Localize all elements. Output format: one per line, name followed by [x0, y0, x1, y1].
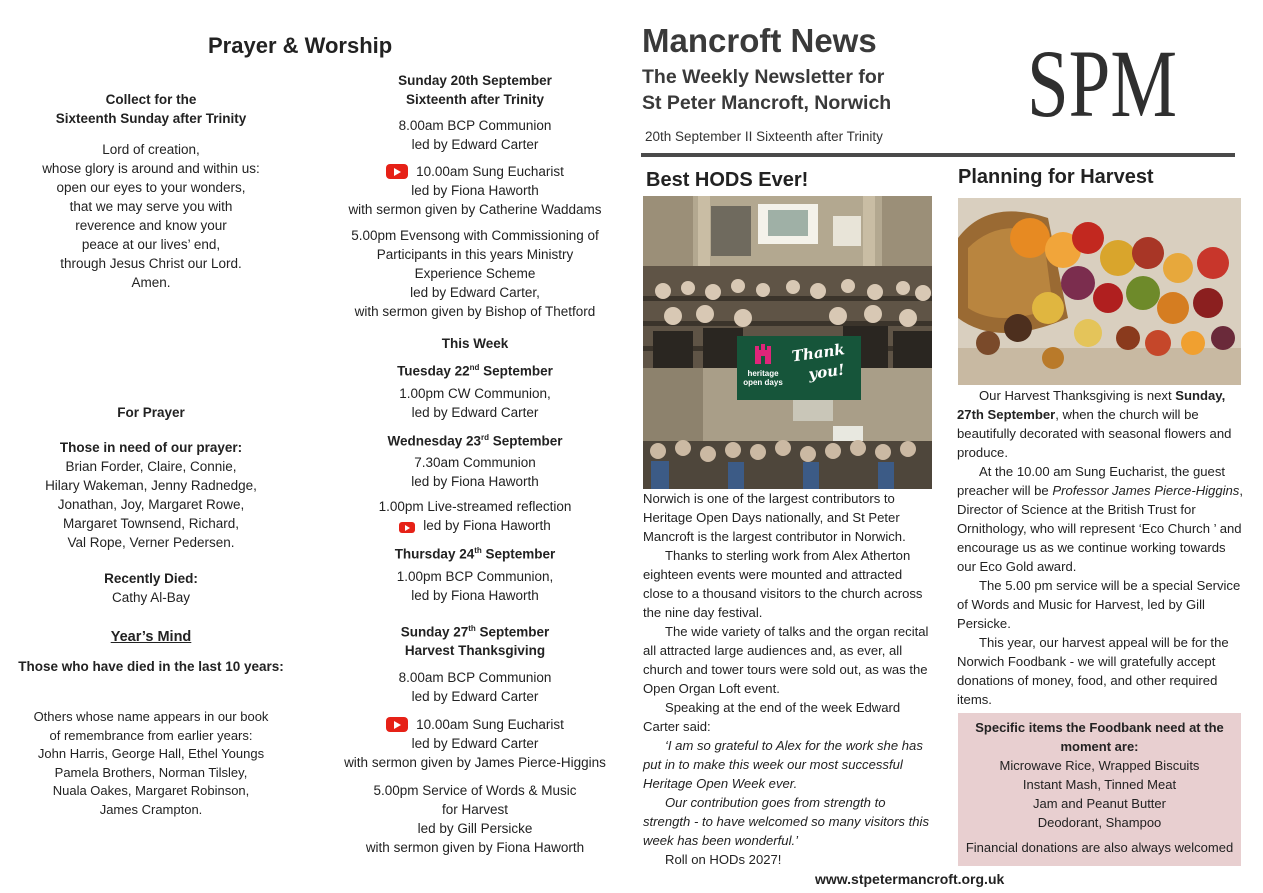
remembrance-name-line: James Crampton.: [99, 801, 203, 817]
collect-title-line: Sixteenth Sunday after Trinity: [55, 111, 247, 126]
years-mind-subheading: Those who have died in the last 10 years:: [18, 659, 284, 674]
article-paragraph: The wide variety of talks and the organ recital all attracted large audiences and, as ever, all church and tower tours were sold out, as was the Open Organ Loft event.: [643, 624, 929, 696]
prayer-name-line: Margaret Townsend, Richard,: [62, 516, 240, 531]
service-line: led by Gill Persicke: [417, 821, 533, 836]
service-line: 1.00pm Live-streamed reflection: [378, 499, 572, 514]
service-line: led by Fiona Haworth: [411, 183, 539, 198]
foodbank-item: Instant Mash, Tinned Meat: [1022, 777, 1177, 792]
collect-title: [20, 90, 282, 128]
service-line: with sermon given by James Pierce-Higgins: [344, 755, 606, 770]
collect-line: open our eyes to your wonders,: [56, 180, 246, 195]
collect-text: [20, 140, 282, 292]
recently-died: [20, 569, 282, 607]
service-line: led by Edward Carter: [411, 137, 539, 152]
newsletter-title: Mancroft News: [642, 22, 877, 59]
hods-badge-overlay: [737, 336, 861, 400]
years-mind-heading: Year’s Mind: [110, 629, 192, 645]
service-day-heading: Sunday 27th September: [400, 623, 550, 639]
article-paragraph: At the 10.00 am Sung Eucharist, the guest preacher will be Professor James Pierce-Higgins, Director of Science at the British Trust for Ornithology, who will represent ‘Eco Church ’ and encourage us as we continue working towards our Eco Gold award.: [957, 464, 1243, 574]
spm-logo: [1025, 30, 1180, 137]
service-line: led by Fiona Haworth: [411, 474, 539, 489]
collect-block: [20, 90, 282, 292]
article-paragraph: The 5.00 pm service will be a special Service of Words and Music for Harvest, led by Gill Persicke.: [957, 578, 1241, 631]
service-day-heading: Thursday 24th September: [394, 546, 556, 562]
foodbank-heading: moment are:: [1060, 739, 1139, 754]
newsletter-subtitle: [642, 64, 891, 116]
collect-line: Lord of creation,: [102, 142, 200, 157]
heritage-open-days-logo: [741, 340, 785, 396]
thank-you-line: Thank: [790, 340, 846, 366]
foodbank-item: Microwave Rice, Wrapped Biscuits: [999, 758, 1200, 773]
youtube-icon[interactable]: [386, 717, 408, 732]
for-prayer-heading: For Prayer: [117, 405, 185, 420]
hods-photo: [643, 196, 932, 489]
service-line: led by Edward Carter,: [410, 285, 540, 300]
recently-died-heading: Recently Died:: [104, 571, 198, 586]
article-paragraph: Thanks to sterling work from Alex Atherton eighteen events were mounted and attracted close to a thousand visitors to the church across the nine day festival.: [643, 548, 923, 620]
collect-line: peace at our lives’ end,: [81, 237, 221, 252]
cornucopia-image: [958, 198, 1241, 385]
prayer-list-heading: Those in need of our prayer:: [59, 440, 243, 455]
website-link[interactable]: www.stpetermancroft.org.uk: [815, 871, 1005, 887]
remembrance-name-line: Pamela Brothers, Norman Tilsley,: [54, 764, 248, 780]
service-line: with sermon given by Bishop of Thetford: [354, 304, 596, 319]
remembrance-name-line: Nuala Oakes, Margaret Robinson,: [52, 783, 250, 798]
service-line: 5.00pm Evensong with Commissioning of: [351, 228, 599, 243]
foodbank-footer: Financial donations are also always welcomed: [965, 840, 1234, 855]
remembrance-book: [10, 708, 292, 819]
service-line-with-stream: [330, 715, 620, 734]
thank-you-line: you!: [807, 360, 846, 384]
services-column: [330, 71, 620, 857]
foodbank-item: Jam and Peanut Butter: [1033, 796, 1166, 811]
svg-text:SPM: SPM: [1027, 30, 1177, 137]
article-paragraph: This year, our harvest appeal will be for the Norwich Foodbank - we will gratefully accept donations of money, food, and other required items.: [957, 635, 1229, 707]
collect-line: reverence and know your: [75, 218, 227, 233]
hods-article-body: [643, 489, 935, 869]
hods-heading: Best HODS Ever!: [646, 169, 809, 191]
service-line: 1.00pm BCP Communion,: [396, 568, 554, 584]
service-line: led by Edward Carter: [411, 404, 539, 420]
harvest-article-body: [957, 386, 1245, 709]
service-line: 5.00pm Service of Words & Music: [373, 783, 577, 798]
service-day-heading: Sunday 20th September: [398, 73, 552, 88]
remembrance-line: Others whose name appears in our book: [33, 709, 269, 724]
service-line: 8.00am BCP Communion: [398, 670, 552, 685]
article-quote: ‘I am so grateful to Alex for the work she has put in to make this week our most successful Heritage Open Week ever.: [643, 738, 923, 791]
prayer-list: [10, 438, 292, 552]
service-line-text: 10.00am Sung Eucharist: [416, 717, 564, 732]
service-line: for Harvest: [441, 802, 509, 817]
collect-line: that we may serve you with: [69, 199, 233, 214]
spm-logo-mark: [1025, 30, 1180, 137]
prayer-name-line: Brian Forder, Claire, Connie,: [65, 459, 237, 474]
service-day-title: Harvest Thanksgiving: [404, 643, 546, 658]
service-day-heading: Tuesday 22nd September: [397, 363, 553, 379]
service-line: led by Fiona Haworth: [411, 587, 539, 603]
service-line-text: 10.00am Sung Eucharist: [416, 164, 564, 179]
article-paragraph: Speaking at the end of the week Edward Carter said:: [643, 700, 901, 734]
service-line: led by Edward Carter: [411, 689, 539, 704]
service-line: Participants in this years Ministry: [376, 247, 574, 262]
collect-title-line: Collect for the: [105, 92, 197, 107]
masthead-rule: [641, 153, 1235, 157]
collect-line: whose glory is around and within us:: [42, 161, 260, 176]
issue-date-line: 20th September II Sixteenth after Trinity: [645, 129, 883, 144]
collect-line: through Jesus Christ our Lord.: [60, 256, 242, 271]
badge-text-line: heritage: [747, 369, 779, 378]
service-day-heading: Wednesday 23rd September: [387, 432, 563, 448]
castle-icon: [753, 342, 773, 364]
article-paragraph: Our Harvest Thanksgiving is next Sunday, 27th September, when the church will be beautifully decorated with seasonal flowers and produce.: [957, 388, 1232, 460]
youtube-icon[interactable]: [399, 522, 415, 533]
service-line: with sermon given by Fiona Haworth: [365, 840, 585, 855]
article-quote: Our contribution goes from strength to strength - to have welcomed so many visitors this week has been wonderful.’: [643, 795, 929, 848]
foodbank-box: [958, 713, 1241, 866]
article-paragraph: Roll on HODs 2027!: [665, 852, 782, 867]
recently-died-name: Cathy Al-Bay: [111, 590, 191, 605]
article-paragraph: Norwich is one of the largest contributors to Heritage Open Days nationally, and St Peter Mancroft is the largest contributor in Norwich.: [643, 491, 906, 544]
collect-line: Amen.: [131, 275, 171, 290]
service-line: 7.30am Communion: [414, 455, 536, 470]
harvest-photo: [958, 198, 1241, 385]
subtitle-line: St Peter Mancroft, Norwich: [642, 92, 892, 114]
service-line: 8.00am BCP Communion: [398, 118, 552, 133]
prayer-name-line: Hilary Wakeman, Jenny Radnedge,: [45, 478, 257, 493]
remembrance-name-line: John Harris, George Hall, Ethel Youngs: [37, 746, 265, 761]
badge-text-line: open days: [743, 378, 783, 387]
foodbank-item: Deodorant, Shampoo: [1037, 815, 1162, 830]
subtitle-line: The Weekly Newsletter for: [642, 66, 885, 88]
harvest-heading: Planning for Harvest: [958, 166, 1154, 188]
service-line: with sermon given by Catherine Waddams: [348, 202, 602, 217]
service-line-with-stream: [330, 162, 620, 181]
service-line: Experience Scheme: [414, 266, 536, 281]
thank-you-text: [791, 338, 860, 387]
remembrance-line: of remembrance from earlier years:: [49, 727, 253, 743]
youtube-icon[interactable]: [386, 164, 408, 179]
service-line-text: led by Fiona Haworth: [423, 518, 551, 533]
this-week-heading: This Week: [441, 336, 509, 351]
section-heading-prayer-worship: Prayer & Worship: [208, 33, 393, 58]
prayer-name-line: Jonathan, Joy, Margaret Rowe,: [57, 497, 245, 512]
foodbank-heading: Specific items the Foodbank need at the: [975, 720, 1224, 735]
service-line: 1.00pm CW Communion,: [399, 385, 551, 401]
service-line: led by Edward Carter: [411, 736, 539, 751]
service-line-with-stream: [330, 516, 620, 535]
prayer-name-line: Val Rope, Verner Pedersen.: [67, 535, 235, 550]
service-day-title: Sixteenth after Trinity: [405, 92, 545, 107]
